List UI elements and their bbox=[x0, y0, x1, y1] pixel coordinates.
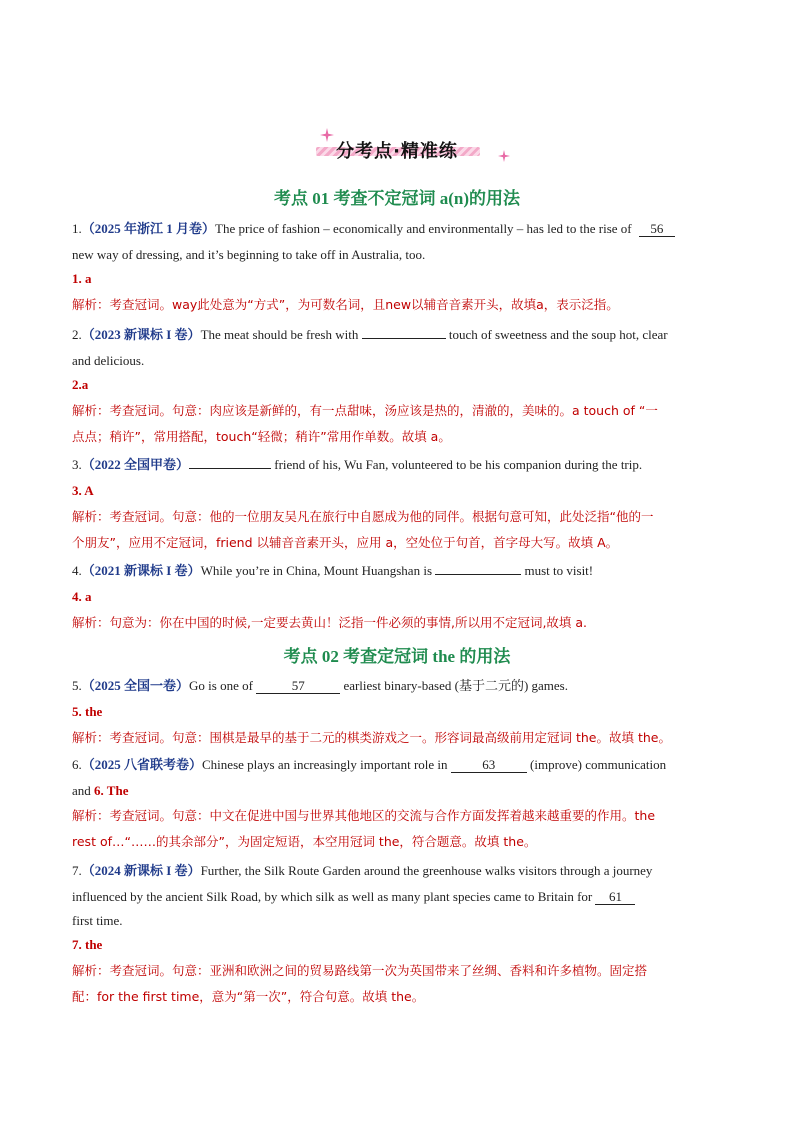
question-5: 5.（2025 全国一卷）Go is one of 57 earliest binary-based (基于二元的) games. bbox=[72, 678, 568, 693]
question-source: （2025 年浙江 1 月卷） bbox=[81, 221, 216, 236]
answer: 7. the bbox=[72, 937, 103, 952]
explanation: 解析：考查冠词。句意：肉应该是新鲜的，有一点甜味，汤应该是热的，清澈的，美味的。a touch of “一 bbox=[72, 403, 658, 418]
explanation: 解析：考查冠词。句意：中文在促进中国与世界其他地区的交流与合作方面发挥着越来越重要的作用。the bbox=[72, 808, 656, 823]
question-3: 3.（2022 全国甲卷） friend of his, Wu Fan, volunteered to be his companion during the trip. bbox=[72, 457, 643, 472]
question-text: touch of sweetness and the soup hot, clear bbox=[448, 327, 668, 342]
question-1: 1.（2025 年浙江 1 月卷）The price of fashion – economically and environmentally – has led to the rise of 56 bbox=[72, 220, 722, 238]
question-text: Chinese plays an increasingly important role in bbox=[202, 757, 448, 772]
answer: 1. a bbox=[72, 271, 92, 286]
answer: 4. a bbox=[72, 589, 92, 604]
question-text: friend of his, Wu Fan, volunteered to be his companion during the trip. bbox=[274, 457, 643, 472]
question-source: （2024 新课标 I 卷） bbox=[81, 863, 201, 878]
sparkle-icon bbox=[320, 128, 334, 142]
explanation: 解析：考查冠词。句意：围棋是最早的基于二元的棋类游戏之一。形容词最高级前用定冠词 the。故填 the。 bbox=[72, 730, 671, 745]
question-text: first time. bbox=[72, 913, 123, 928]
explanation: 点点；稍许”，常用搭配，touch“轻微；稍许”常用作单数。故填 a。 bbox=[72, 429, 451, 444]
question-text: influenced by the ancient Silk Road, by which silk as well as many plant species came to Britain for 61 bbox=[72, 888, 722, 906]
question-text: Go is one of bbox=[189, 678, 253, 693]
question-text: earliest binary-based (基于二元的) games. bbox=[343, 678, 568, 693]
question-source: （2025 全国一卷） bbox=[81, 678, 190, 693]
explanation: rest of…“……的其余部分”，为固定短语，本空用冠词 the，符合题意。故填 the。 bbox=[72, 834, 537, 849]
question-source: （2025 八省联考卷） bbox=[81, 757, 203, 772]
answer-blank: 56 bbox=[639, 222, 675, 237]
question-text: new way of dressing, and it’s beginning to take off in Australia, too. bbox=[72, 247, 426, 262]
answer: 2.a bbox=[72, 377, 89, 392]
answer: 5. the bbox=[72, 704, 103, 719]
question-4: 4.（2021 新课标 I 卷）While you’re in China, Mount Huangshan is must to visit! bbox=[72, 563, 594, 578]
question-text: (improve) communication bbox=[530, 757, 667, 772]
header-banner bbox=[0, 128, 794, 174]
question-6: 6.（2025 八省联考卷）Chinese plays an increasingly important role in 63 (improve) communication bbox=[72, 757, 667, 772]
answer: 6. The bbox=[94, 783, 129, 798]
question-source: （2022 全国甲卷） bbox=[81, 457, 190, 472]
answer-blank bbox=[435, 574, 521, 575]
explanation: 解析：考查冠词。way此处意为“方式”，为可数名词，且new以辅音音素开头，故填a，表示泛指。 bbox=[72, 297, 619, 312]
answer-blank bbox=[189, 468, 271, 469]
explanation: 个朋友”，应用不定冠词，friend 以辅音音素开头，应用 a，空处位于句首，首字母大写。故填 A。 bbox=[72, 535, 619, 550]
question-text: While you’re in China, Mount Huangshan is bbox=[200, 563, 432, 578]
question-text: and delicious. bbox=[72, 353, 145, 368]
answer: 3. A bbox=[72, 483, 94, 498]
explanation: 解析：考查冠词。句意：亚洲和欧洲之间的贸易路线第一次为英国带来了丝绸、香料和许多植物。固定搭 bbox=[72, 963, 648, 978]
question-text: The price of fashion – economically and environmentally – has led to the rise of bbox=[215, 221, 632, 236]
answer-blank bbox=[362, 338, 446, 339]
question-text: must to visit! bbox=[524, 563, 594, 578]
explanation: 配：for the first time，意为“第一次”，符合句意。故填 the。 bbox=[72, 989, 425, 1004]
sparkle-icon bbox=[498, 150, 510, 162]
section-title: 考点 02 考查定冠词 the 的用法 bbox=[283, 647, 511, 666]
question-text: and 6. The bbox=[72, 783, 129, 798]
question-7: 7.（2024 新课标 I 卷）Further, the Silk Route Garden around the greenhouse walks visitors through a journey bbox=[72, 863, 653, 878]
page-title: 分考点·精准练 bbox=[336, 141, 458, 162]
question-2: 2.（2023 新课标 I 卷）The meat should be fresh with touch of sweetness and the soup hot, clear bbox=[72, 327, 668, 342]
question-text: Further, the Silk Route Garden around the greenhouse walks visitors through a journey bbox=[200, 863, 653, 878]
explanation: 解析：考查冠词。句意：他的一位朋友吴凡在旅行中自愿成为他的同伴。根据句意可知，此处泛指“他的一 bbox=[72, 509, 654, 524]
answer-blank: 57 bbox=[256, 679, 340, 694]
answer-blank: 63 bbox=[451, 758, 527, 773]
section-title: 考点 01 考查不定冠词 a(n)的用法 bbox=[273, 189, 521, 208]
question-source: （2021 新课标 I 卷） bbox=[81, 563, 201, 578]
question-text: The meat should be fresh with bbox=[200, 327, 359, 342]
explanation: 解析：句意为：你在中国的时候,一定要去黄山！泛指一件必须的事情,所以用不定冠词,故填 a. bbox=[72, 615, 588, 630]
answer-blank: 61 bbox=[595, 890, 635, 905]
question-source: （2023 新课标 I 卷） bbox=[81, 327, 201, 342]
